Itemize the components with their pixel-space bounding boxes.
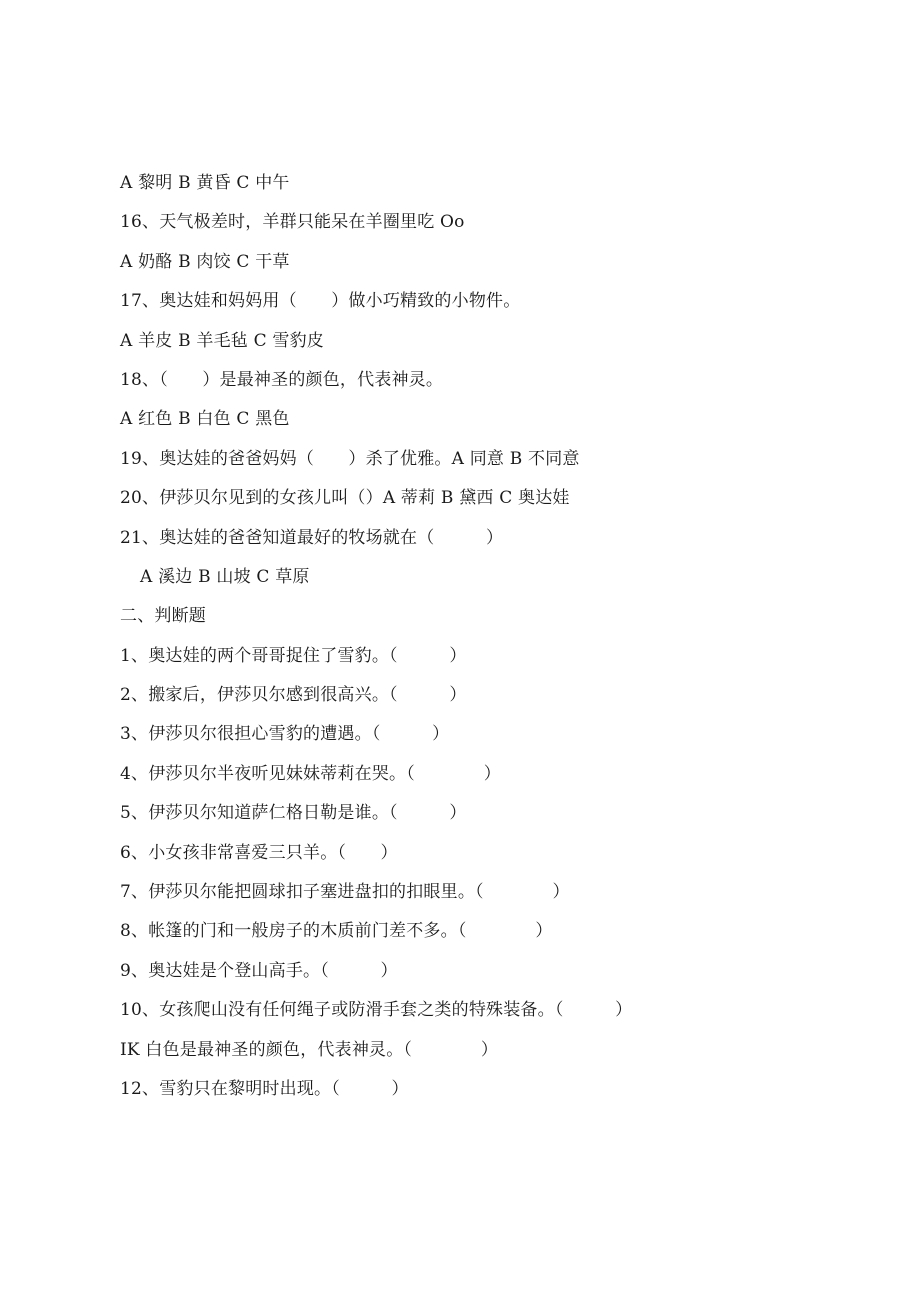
judgement-12: 12、雪豹只在黎明时出现。（ ） xyxy=(120,1078,409,1099)
question-21-options: A 溪边 B 山坡 C 草原 xyxy=(140,566,310,587)
judgement-4: 4、伊莎贝尔半夜听见妹妹蒂莉在哭。（ ） xyxy=(120,763,501,784)
question-21: 21、奥达娃的爸爸知道最好的牧场就在（ ） xyxy=(120,527,504,548)
judgement-3: 3、伊莎贝尔很担心雪豹的遭遇。（ ） xyxy=(120,724,450,745)
judgement-11: IK 白色是最神圣的颜色，代表神灵。（ ） xyxy=(120,1039,499,1060)
judgement-5: 5、伊莎贝尔知道萨仁格日勒是谁。（ ） xyxy=(120,803,467,824)
judgement-9: 9、奥达娃是个登山高手。（ ） xyxy=(120,960,398,981)
judgement-7: 7、伊莎贝尔能把圆球扣子塞进盘扣的扣眼里。（ ） xyxy=(120,882,570,903)
question-18-options: A 红色 B 白色 C 黑色 xyxy=(120,409,290,430)
section-heading: 二、判断题 xyxy=(120,606,206,627)
judgement-8: 8、帐篷的门和一般房子的木质前门差不多。（ ） xyxy=(120,921,553,942)
question-16-options: A 奶酪 B 肉饺 C 干草 xyxy=(120,251,290,272)
judgement-1: 1、奥达娃的两个哥哥捉住了雪豹。（ ） xyxy=(120,645,467,666)
judgement-10: 10、女孩爬山没有任何绳子或防滑手套之类的特殊装备。（ ） xyxy=(120,1000,633,1021)
judgement-6: 6、小女孩非常喜爱三只羊。（ ） xyxy=(120,842,398,863)
question-17: 17、奥达娃和妈妈用（ ）做小巧精致的小物件。 xyxy=(120,291,521,312)
question-16: 16、天气极差时，羊群只能呆在羊圈里吃 Oo xyxy=(120,212,465,233)
judgement-2: 2、搬家后，伊莎贝尔感到很高兴。（ ） xyxy=(120,685,467,706)
question-18: 18、（ ）是最神圣的颜色，代表神灵。 xyxy=(120,369,444,390)
question-19: 19、奥达娃的爸爸妈妈（ ）杀了优雅。A 同意 B 不同意 xyxy=(120,448,580,469)
question-list xyxy=(120,168,880,1113)
question-17-options: A 羊皮 B 羊毛毡 C 雪豹皮 xyxy=(120,330,324,351)
question-15-options: A 黎明 B 黄昏 C 中午 xyxy=(120,173,290,193)
question-20: 20、伊莎贝尔见到的女孩儿叫（）A 蒂莉 B 黛西 C 奥达娃 xyxy=(120,488,570,509)
